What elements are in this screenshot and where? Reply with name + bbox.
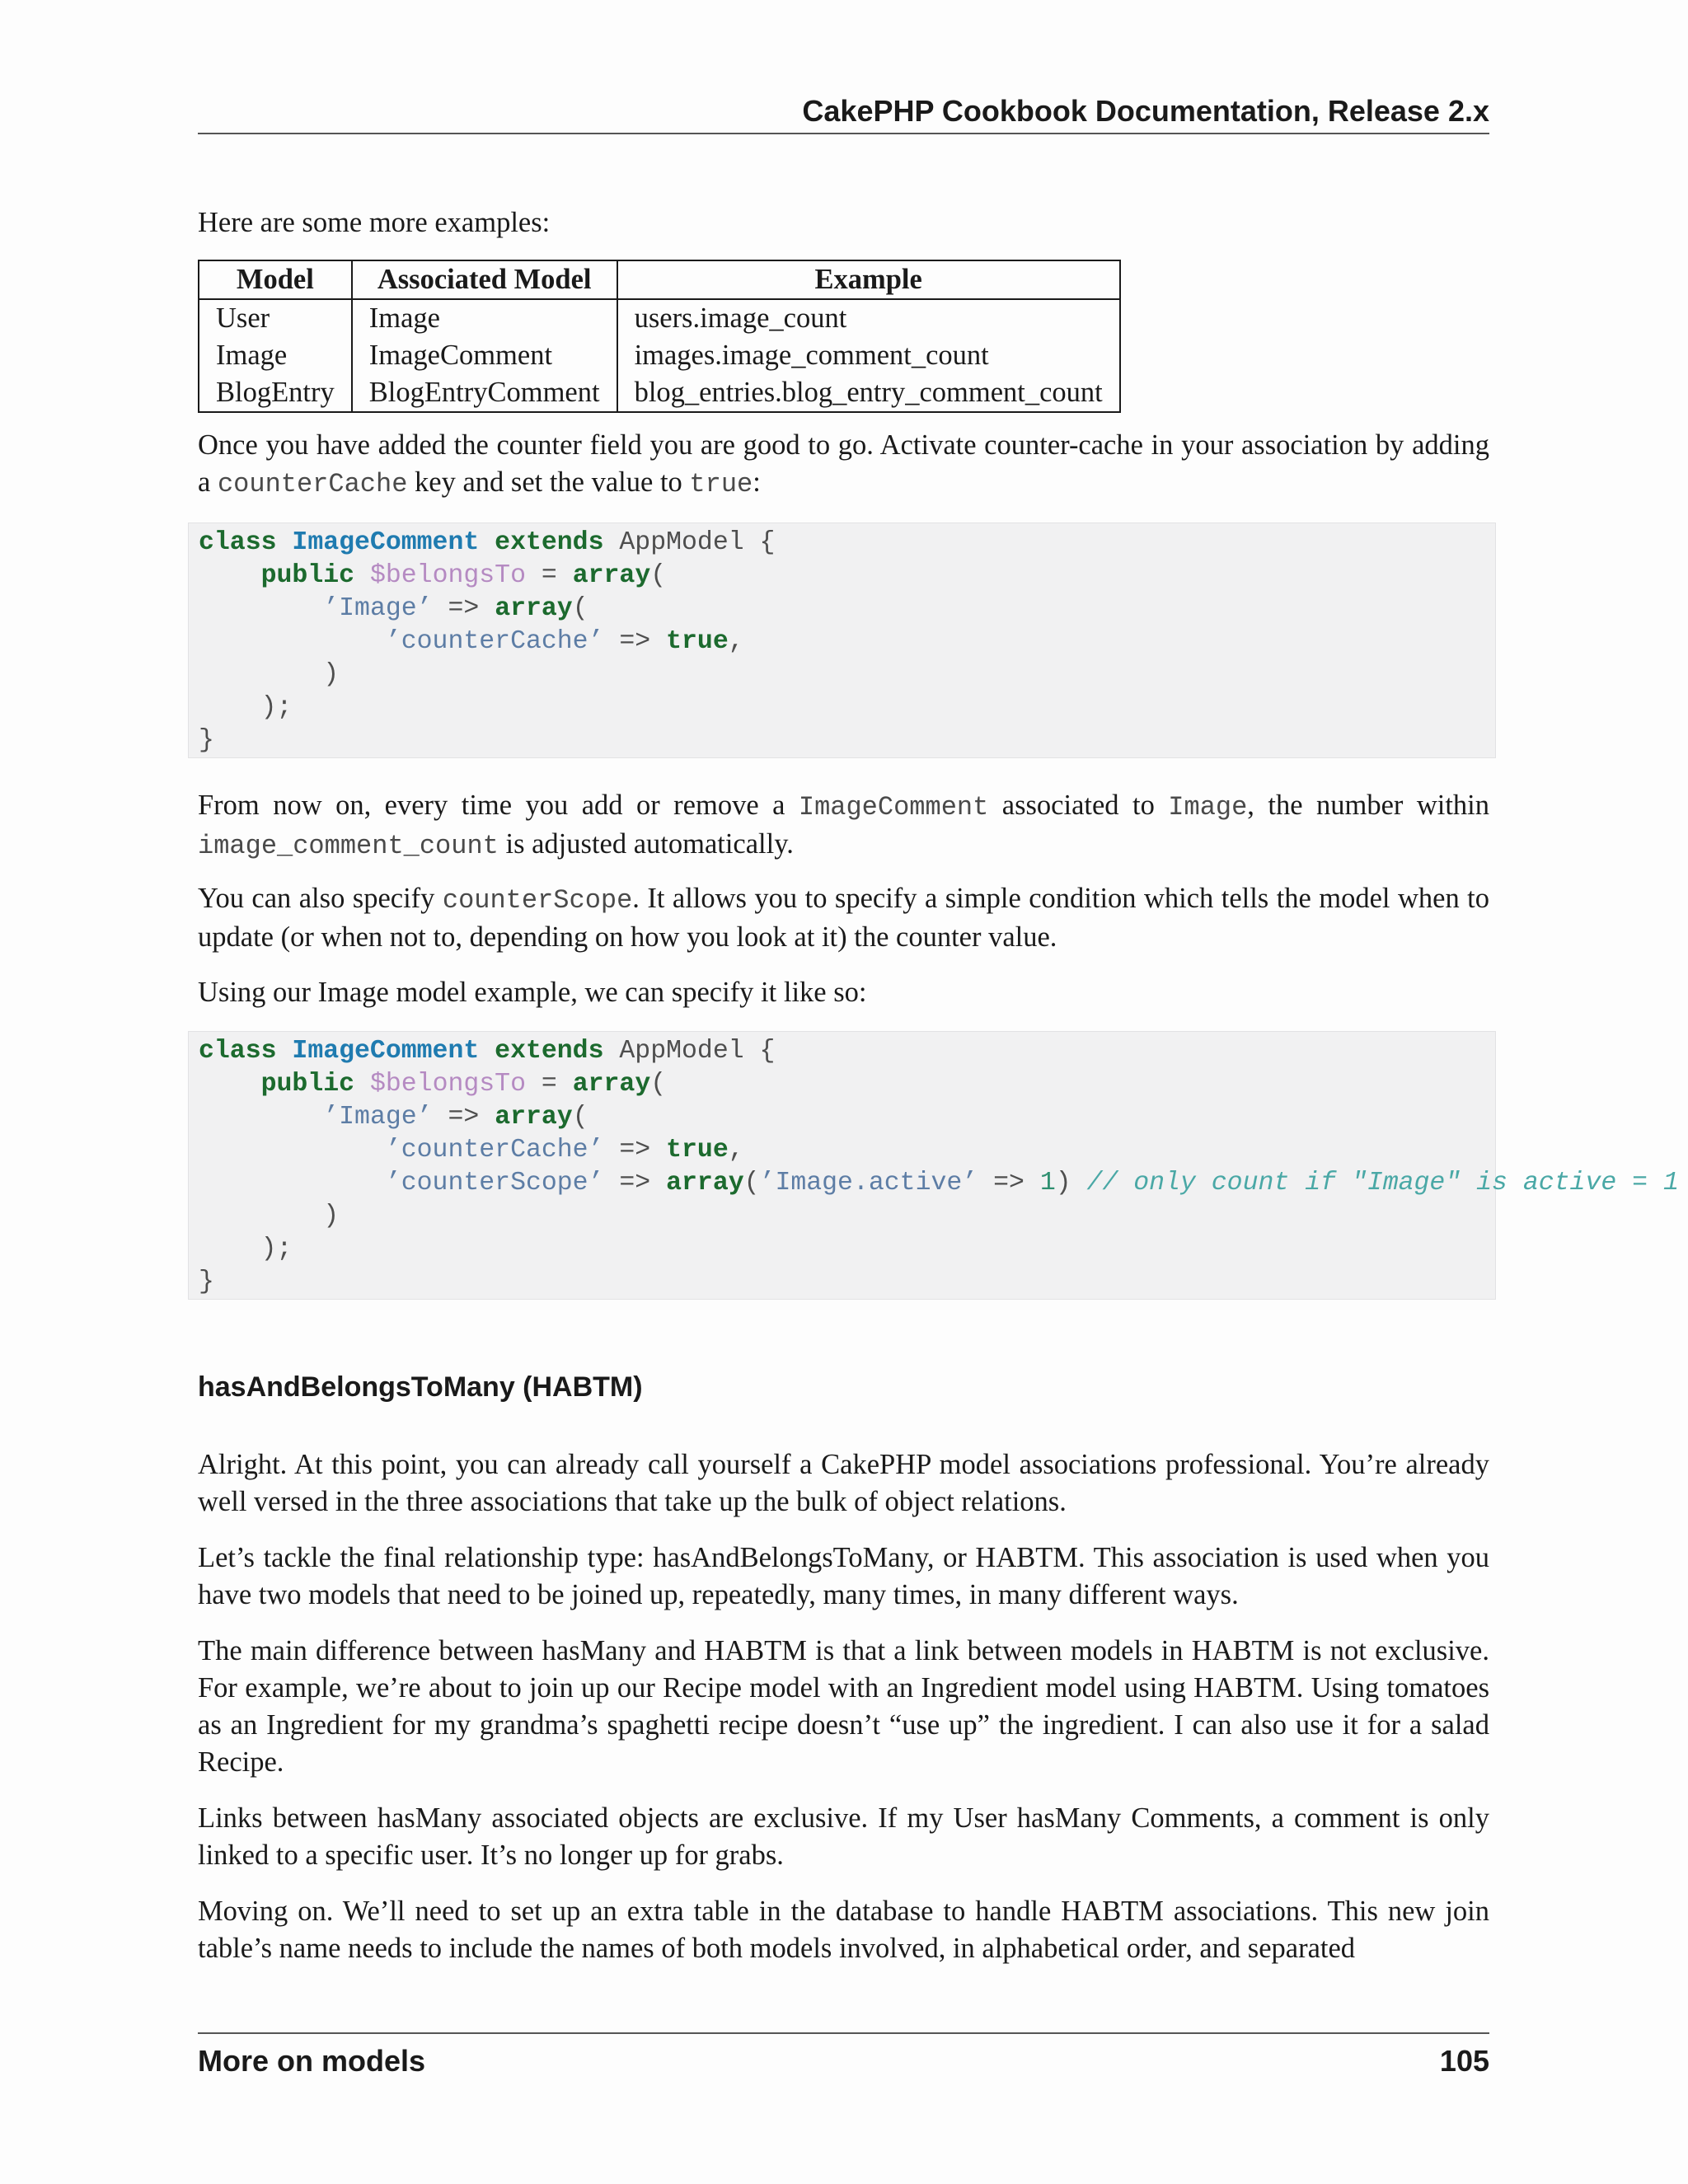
page-number: 105 <box>1439 2044 1489 2078</box>
code-block-counter-cache: class ImageComment extends AppModel { public $belongsTo = array( ’Image’ => array( ’counterCache’ => true, ) ); } <box>188 523 1496 758</box>
table-header-row <box>199 260 1120 299</box>
footer-section-name: More on models <box>198 2044 426 2078</box>
cell-model: Image <box>216 340 288 371</box>
using-example-paragraph: Using our Image model example, we can specify it like so: <box>198 977 867 1008</box>
habtm-paragraph-1: Alright. At this point, you can already call yourself a CakePHP model associations professional. You’re already well versed in the three associations that take up the bulk of object relations. <box>198 1449 1489 1517</box>
inline-code: counterScope <box>442 885 633 916</box>
header-rule <box>198 133 1489 134</box>
cell-example: images.image_comment_count <box>617 337 1120 374</box>
footer-rule <box>198 2032 1489 2034</box>
habtm-paragraph-2: Let’s tackle the final relationship type: hasAndBelongsToMany, or HABTM. This association is used when you have two models that need to be joined up, repeatedly, many times, in many different ways. <box>198 1542 1489 1610</box>
counter-scope-paragraph: You can also specify counterScope. It allows you to specify a simple condition which tells the model when to update (or when not to, depending on how you look at it) the counter value. <box>198 883 1489 953</box>
column-header-model: Model <box>199 260 352 299</box>
inline-code: Image <box>1168 792 1248 823</box>
running-header: CakePHP Cookbook Documentation, Release 2.x <box>802 94 1489 128</box>
habtm-paragraph-3: The main difference between hasMany and HABTM is that a link between models in HABTM is not exclusive. For example, we’re about to join up our Recipe model with an Ingredient model using HABTM. Using tomatoes as an Ingredient for my grandma’s spaghetti recipe doesn’t “use up” the ingredient. I can also use it for a salad Recipe. <box>198 1635 1489 1778</box>
code-comment: // only count if "Image" is active = 1 <box>1086 1169 1679 1197</box>
cell-example: blog_entries.blog_entry_comment_count <box>617 374 1120 412</box>
cell-associated-model: ImageComment <box>352 337 617 374</box>
cell-associated-model: BlogEntryComment <box>352 374 617 412</box>
inline-code: true <box>689 469 753 499</box>
column-header-example: Example <box>617 260 1120 299</box>
table-row <box>199 337 1120 374</box>
inline-code: ImageComment <box>798 792 989 823</box>
cell-example: users.image_count <box>617 299 1120 337</box>
cell-model: BlogEntry <box>216 377 335 408</box>
inline-code: image_comment_count <box>198 831 499 861</box>
habtm-paragraph-4: Links between hasMany associated objects are exclusive. If my User hasMany Comments, a comment is only linked to a specific user. It’s no longer up for grabs. <box>198 1802 1489 1871</box>
code-block-counter-scope: class ImageComment extends AppModel { public $belongsTo = array( ’Image’ => array( ’counterCache’ => true, ’counterScope’ => array(’Image.active’ => 1) // only count if "Image" is active = 1 ) ); } <box>188 1031 1496 1300</box>
running-footer <box>198 2041 1489 2082</box>
table-row <box>199 299 1120 337</box>
examples-table <box>198 260 1121 413</box>
from-now-paragraph: From now on, every time you add or remove a ImageComment associated to Image, the number within image_comment_count is adjusted automatically. <box>198 790 1489 861</box>
cell-associated-model: Image <box>352 299 617 337</box>
column-header-associated-model: Associated Model <box>352 260 617 299</box>
cell-model: User <box>216 302 270 334</box>
habtm-paragraph-5: Moving on. We’ll need to set up an extra table in the database to handle HABTM associations. This new join table’s name needs to include the names of both models involved, in alphabetical order, and separated <box>198 1896 1489 1964</box>
intro-paragraph: Here are some more examples: <box>198 207 551 238</box>
table-row <box>199 374 1120 412</box>
section-heading-habtm: hasAndBelongsToMany (HABTM) <box>198 1371 643 1403</box>
inline-code: counterCache <box>217 469 408 499</box>
counter-cache-paragraph: Once you have added the counter field you are good to go. Activate counter-cache in your association by adding a counterCache key and set the value to true: <box>198 429 1489 499</box>
